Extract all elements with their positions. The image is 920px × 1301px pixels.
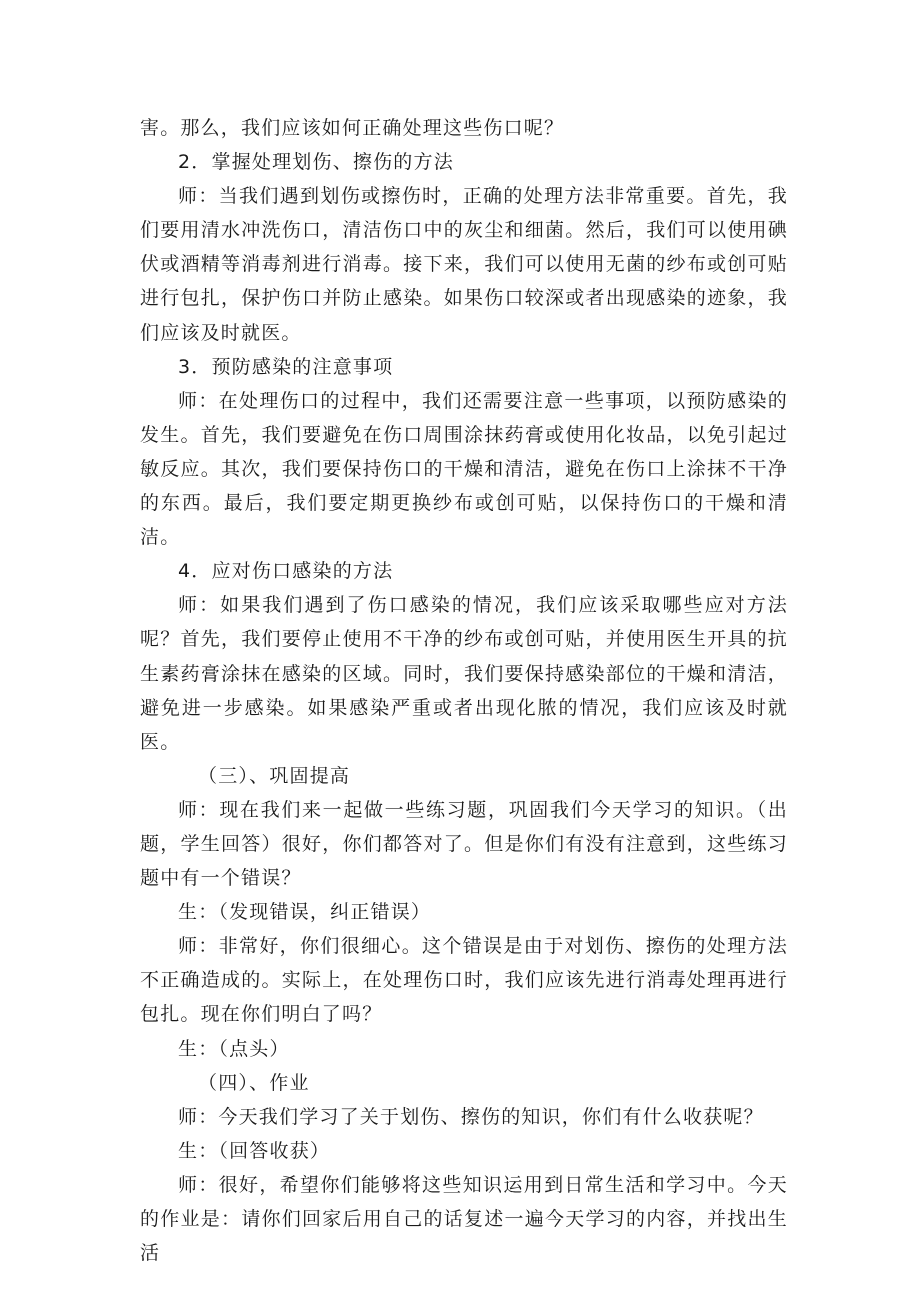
paragraph: 生：（回答收获） xyxy=(178,1139,331,1162)
paragraph: 生：（发现错误，纠正错误） xyxy=(178,901,432,924)
section-heading: （四）、作业 xyxy=(198,1071,310,1094)
paragraph: 生：（点头） xyxy=(178,1037,290,1060)
section-heading: 2．掌握处理划伤、擦伤的方法 xyxy=(178,151,454,174)
paragraph: 师：当我们遇到划伤或擦伤时，正确的处理方法非常重要。首先，我们要用清水冲洗伤口，清洁伤口中的灰尘和细菌。然后，我们可以使用碘伏或酒精等消毒剂进行消毒。接下来，我们可以使用无菌的纱布或创可贴进行包扎，保护伤口并防止感染。如果伤口较深或者出现感染的迹象，我们应该及时就医。 xyxy=(140,185,788,344)
paragraph: 师：如果我们遇到了伤口感染的情况，我们应该采取哪些应对方法呢？首先，我们要停止使用不干净的纱布或创可贴，并使用医生开具的抗生素药膏涂抹在感染的区域。同时，我们要保持感染部位的干燥和清洁，避免进一步感染。如果感染严重或者出现化脓的情况，我们应该及时就医。 xyxy=(140,594,788,753)
paragraph: 师：现在我们来一起做一些练习题，巩固我们今天学习的知识。（出题，学生回答）很好，你们都答对了。但是你们有没有注意到，这些练习题中有一个错误？ xyxy=(140,798,788,890)
paragraph: 害。那么，我们应该如何正确处理这些伤口呢？ xyxy=(140,117,565,139)
paragraph: 师：非常好，你们很细心。这个错误是由于对划伤、擦伤的处理方法不正确造成的。实际上，在处理伤口时，我们应该先进行消毒处理再进行包扎。现在你们明白了吗？ xyxy=(140,935,788,1026)
paragraph: 师：很好，希望你们能够将这些知识运用到日常生活和学习中。今天的作业是：请你们回家后用自己的话复述一遍今天学习的内容，并找出生活 xyxy=(140,1173,788,1265)
section-heading: 4．应对伤口感染的方法 xyxy=(178,560,394,583)
paragraph: 师：在处理伤口的过程中，我们还需要注意一些事项，以预防感染的发生。首先，我们要避免在伤口周围涂抹药膏或使用化妆品，以免引起过敏反应。其次，我们要保持伤口的干燥和清洁，避免在伤口上涂抹不干净的东西。最后，我们要定期更换纱布或创可贴，以保持伤口的干燥和清洁。 xyxy=(140,389,788,549)
section-heading: 3．预防感染的注意事项 xyxy=(178,355,394,378)
section-heading: （三）、巩固提高 xyxy=(198,764,351,787)
paragraph: 师：今天我们学习了关于划伤、擦伤的知识，你们有什么收获呢？ xyxy=(178,1105,764,1128)
document-body xyxy=(140,111,788,1270)
